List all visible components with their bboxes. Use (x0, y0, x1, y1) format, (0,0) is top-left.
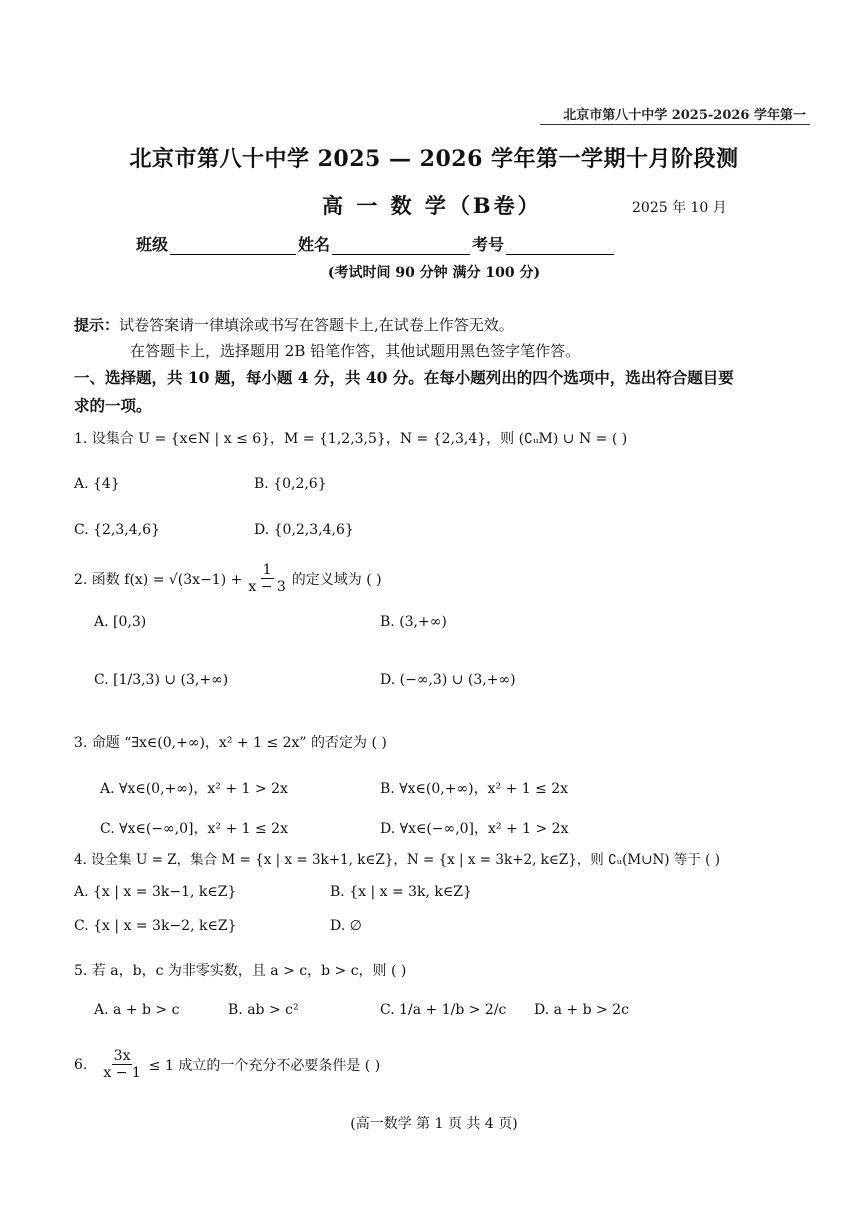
section-heading-1: 一、选择题，共 10 题，每小题 4 分，共 40 分。在每小题列出的四个选项中，选出符合题目要 (74, 368, 734, 387)
question-4-option-c[interactable]: C. {x | x = 3k−2, k∈Z} (74, 918, 237, 934)
exam-date: 2025 年 10 月 (632, 200, 727, 216)
notice-line-2: 在答题卡上，选择题用 2B 铅笔作答，其他试题用黑色签字笔作答。 (130, 342, 581, 360)
question-2-suffix: 的定义域为 ( ) (291, 571, 382, 588)
class-label: 班级 (136, 235, 169, 254)
section-heading-2: 求的一项。 (74, 396, 152, 415)
header-stamp: 北京市第八十中学 2025-2026 学年第一 (563, 108, 806, 123)
question-5-option-a[interactable]: A. a + b > c (94, 1002, 180, 1018)
question-6-suffix: ≤ 1 成立的一个充分不必要条件是 ( ) (148, 1057, 381, 1074)
page-title: 北京市第八十中学 2025 — 2026 学年第一学期十月阶段测 (129, 146, 739, 172)
question-4-option-a[interactable]: A. {x | x = 3k−1, k∈Z} (74, 884, 237, 900)
question-3-option-b[interactable]: B. ∀x∈(0,+∞)，x² + 1 ≤ 2x (380, 781, 569, 797)
question-4-option-b[interactable]: B. {x | x = 3k, k∈Z} (330, 884, 472, 900)
question-1-option-d[interactable]: D. {0,2,3,4,6} (254, 522, 354, 538)
question-2-option-d[interactable]: D. (−∞,3) ∪ (3,+∞) (380, 672, 516, 688)
question-5-option-c[interactable]: C. 1/a + 1/b > 2/c (380, 1002, 507, 1018)
question-1-option-c[interactable]: C. {2,3,4,6} (74, 522, 160, 538)
question-1-option-b[interactable]: B. {0,2,6} (254, 476, 327, 492)
class-field[interactable] (170, 238, 296, 255)
question-2-option-b[interactable]: B. (3,+∞) (380, 614, 447, 630)
question-1-option-a[interactable]: A. {4} (74, 476, 120, 492)
question-5-stem: 5. 若 a，b，c 为非零实数，且 a > c，b > c，则 ( ) (74, 963, 407, 979)
question-2-option-a[interactable]: A. [0,3) (94, 614, 147, 630)
question-2-fraction-num: 1 (262, 562, 272, 578)
question-4-option-d[interactable]: D. ∅ (330, 918, 362, 934)
notice-line-1 (74, 314, 514, 335)
question-3-stem: 3. 命题 “∃x∈(0,+∞)，x² + 1 ≤ 2x” 的否定为 ( ) (74, 735, 387, 751)
question-6-prefix: 6. (74, 1056, 88, 1073)
page-subtitle: 高 一 数 学（B卷） (322, 193, 542, 218)
notice-label: 提示： (74, 316, 120, 334)
question-3-option-c[interactable]: C. ∀x∈(−∞,0]，x² + 1 ≤ 2x (100, 821, 288, 837)
question-6-fraction (101, 1048, 142, 1081)
exam-time-note: (考试时间 90 分钟 满分 100 分) (327, 265, 541, 281)
question-2-fraction (246, 562, 287, 595)
header-rule (540, 124, 810, 125)
notice-text-1: 试卷答案请一律填涂或书写在答题卡上,在试卷上作答无效。 (119, 316, 514, 334)
question-2-stem (74, 562, 382, 595)
exam-no-label: 考号 (472, 235, 505, 254)
student-info-row (136, 232, 616, 255)
question-5-option-b[interactable]: B. ab > c² (228, 1002, 299, 1018)
question-3-option-d[interactable]: D. ∀x∈(−∞,0]，x² + 1 > 2x (380, 821, 569, 837)
question-2-option-c[interactable]: C. [1/3,3) ∪ (3,+∞) (94, 672, 229, 688)
question-5-option-d[interactable]: D. a + b > 2c (534, 1002, 629, 1018)
exam-no-field[interactable] (506, 238, 614, 255)
page-footer: (高一数学 第 1 页 共 4 页) (350, 1116, 518, 1132)
question-6-fraction-den: x − 1 (103, 1065, 141, 1081)
name-label: 姓名 (298, 235, 331, 254)
question-3-option-a[interactable]: A. ∀x∈(0,+∞)，x² + 1 > 2x (100, 781, 288, 797)
question-4-stem: 4. 设全集 U = Z，集合 M = {x | x = 3k+1, k∈Z}，N = {x | x = 3k+2, k∈Z}，则 ∁ᵤ(M∪N) 等于 ( ) (74, 852, 720, 868)
question-2-fraction-den: x − 3 (248, 579, 286, 595)
question-6-fraction-num: 3x (113, 1048, 131, 1064)
question-6-stem (74, 1048, 380, 1081)
question-2-prefix: 2. 函数 f(x) = √(3x−1) + (74, 571, 243, 588)
question-1-stem: 1. 设集合 U = {x∈N | x ≤ 6}，M = {1,2,3,5}，N = {2,3,4}，则 (∁ᵤM) ∪ N = ( ) (74, 431, 628, 447)
name-field[interactable] (332, 238, 470, 255)
